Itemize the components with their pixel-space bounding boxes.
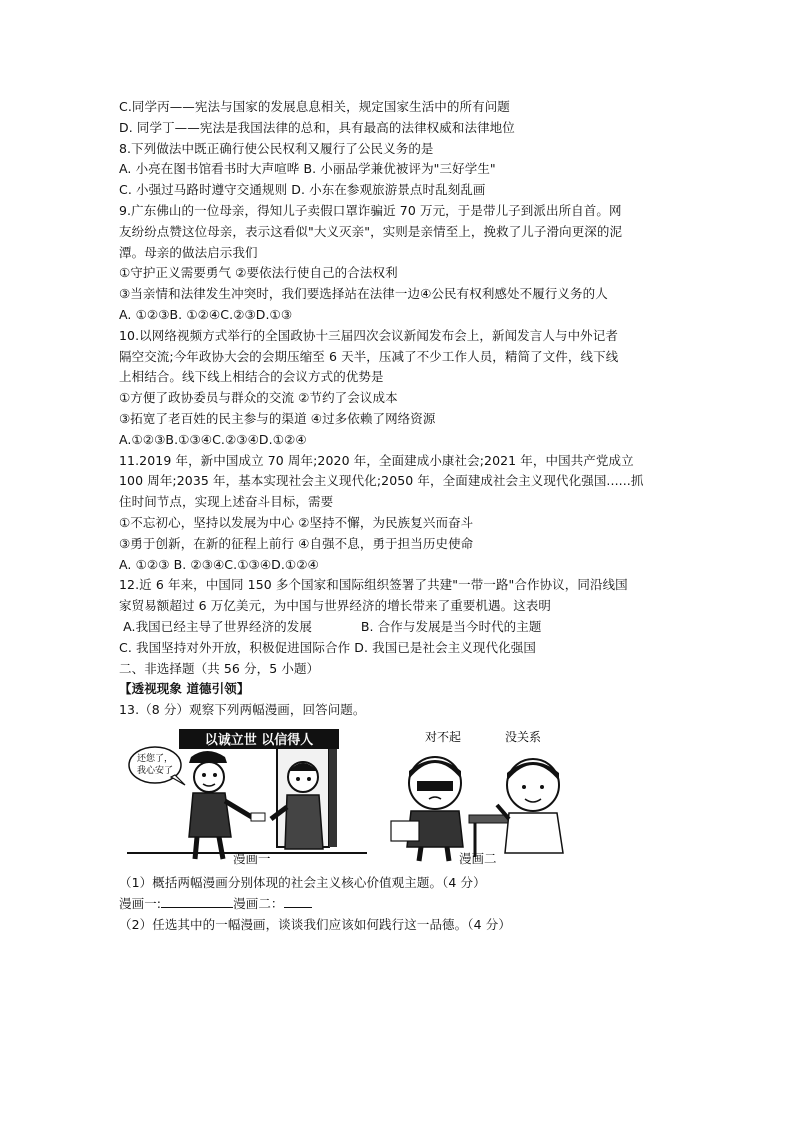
answer-blank-two[interactable] <box>284 895 312 908</box>
statement-line: ③当亲情和法律发生冲突时，我们要选择站在法律一边④公民有权利感处不履行义务的人 <box>119 286 608 302</box>
text-line: 友纷纷点赞这位母亲，表示这看似"大义灭亲"，实则是亲情至上，挽救了儿子滑向更深的泥 <box>119 223 623 239</box>
question-8: 8.下列做法中既正确行使公民权利又履行了公民义务的是 <box>119 140 434 156</box>
question-12: 12.近 6 年来，中国同 150 多个国家和国际组织签署了共建"一带一路"合作协议，同沿线国 <box>119 577 628 593</box>
text-line: 潭。母亲的做法启示我们 <box>119 244 258 260</box>
cartoon-one-caption: 漫画一 <box>233 850 271 866</box>
option-line: A. ①②③B. ①②④C.②③D.①③ <box>119 306 293 322</box>
text-line: 家贸易额超过 6 万亿美元，为中国与世界经济的增长带来了重要机遇。这表明 <box>119 598 552 614</box>
text-line: 住时间节点，实现上述奋斗目标，需要 <box>119 494 334 510</box>
cartoon-two-speech-right: 没关系 <box>504 729 542 744</box>
text-line: C.同学丙——宪法与国家的发展息息相关，规定国家生活中的所有问题 <box>119 99 510 114</box>
answer-blank-one[interactable] <box>161 895 233 908</box>
statement-line: ①守护正义需要勇气 ②要依法行使自己的合法权利 <box>119 265 398 281</box>
text-line: 隔空交流;今年政协大会的会期压缩至 6 天半，压减了不少工作人员，精简了文件，线下线 <box>119 348 619 364</box>
fill-label-cartoon-one: 漫画一: <box>119 895 162 911</box>
cartoon-one-image <box>127 727 367 865</box>
statement-line: ①不忘初心，坚持以发展为中心 ②坚持不懈，为民族复兴而奋斗 <box>119 514 474 530</box>
question-10: 10.以网络视频方式举行的全国政协十三届四次会议新闻发布会上，新闻发言人与中外记者 <box>119 327 618 343</box>
option-line: C. 小强过马路时遵守交通规则 D. 小东在参观旅游景点时乱刻乱画 <box>119 182 486 198</box>
cartoon-two-speech-left: 对不起 <box>424 729 462 744</box>
cartoon-two-caption: 漫画二 <box>459 850 497 866</box>
page-content <box>119 97 679 935</box>
option-line: A.我国已经主导了世界经济的发展 B. 合作与发展是当今时代的主题 <box>119 618 542 634</box>
cartoon-one-bubble-1: 还您了， <box>136 753 174 764</box>
fill-in-line <box>119 894 679 915</box>
statement-line: ③勇于创新，在新的征程上前行 ④自强不息，勇于担当历史使命 <box>119 535 474 551</box>
statement-line: ③拓宽了老百姓的民主参与的渠道 ④过多依赖了网络资源 <box>119 410 436 426</box>
fill-label-cartoon-two: 漫画二： <box>233 895 284 911</box>
cartoon-one-banner: 以诚立世 以信得人 <box>204 732 314 748</box>
question-13-part-2: （2）任选其中的一幅漫画，谈谈我们应该如何践行这一品德。（4 分） <box>119 916 511 932</box>
text-line: D. 同学丁——宪法是我国法律的总和，具有最高的法律权威和法律地位 <box>119 119 515 135</box>
option-line: A. 小亮在图书馆看书时大声喧哗 B. 小丽品学兼优被评为"三好学生" <box>119 161 496 177</box>
text-line: 100 周年;2035 年，基本实现社会主义现代化;2050 年，全面建成社会主义现代化强国......抓 <box>119 473 644 489</box>
question-13-part-1: （1）概括两幅漫画分别体现的社会主义核心价值观主题。（4 分） <box>119 874 486 890</box>
statement-line: ①方便了政协委员与群众的交流 ②节约了会议成本 <box>119 390 398 406</box>
option-line: A.①②③B.①③④C.②③④D.①②④ <box>119 431 307 447</box>
subsection-heading: 【透视现象 道德引领】 <box>119 681 250 697</box>
question-9: 9.广东佛山的一位母亲，得知儿子卖假口罩诈骗近 70 万元，于是带儿子到派出所自首。网 <box>119 202 622 218</box>
question-11: 11.2019 年，新中国成立 70 周年;2020 年，全面建成小康社会;2021 年，中国共产党成立 <box>119 452 634 468</box>
section-heading: 二、非选择题（共 56 分，5 小题） <box>119 660 320 676</box>
question-13: 13.（8 分）观察下列两幅漫画，回答问题。 <box>119 702 366 718</box>
cartoon-two-image <box>377 727 587 865</box>
cartoons <box>119 727 679 865</box>
text-line: 上相结合。线下线上相结合的会议方式的优势是 <box>119 369 384 385</box>
cartoon-one-bubble-2: 我心安了 <box>136 765 174 776</box>
option-line: C. 我国坚持对外开放，积极促进国际合作 D. 我国已是社会主义现代化强国 <box>119 639 536 655</box>
option-line: A. ①②③ B. ②③④C.①③④D.①②④ <box>119 556 319 572</box>
